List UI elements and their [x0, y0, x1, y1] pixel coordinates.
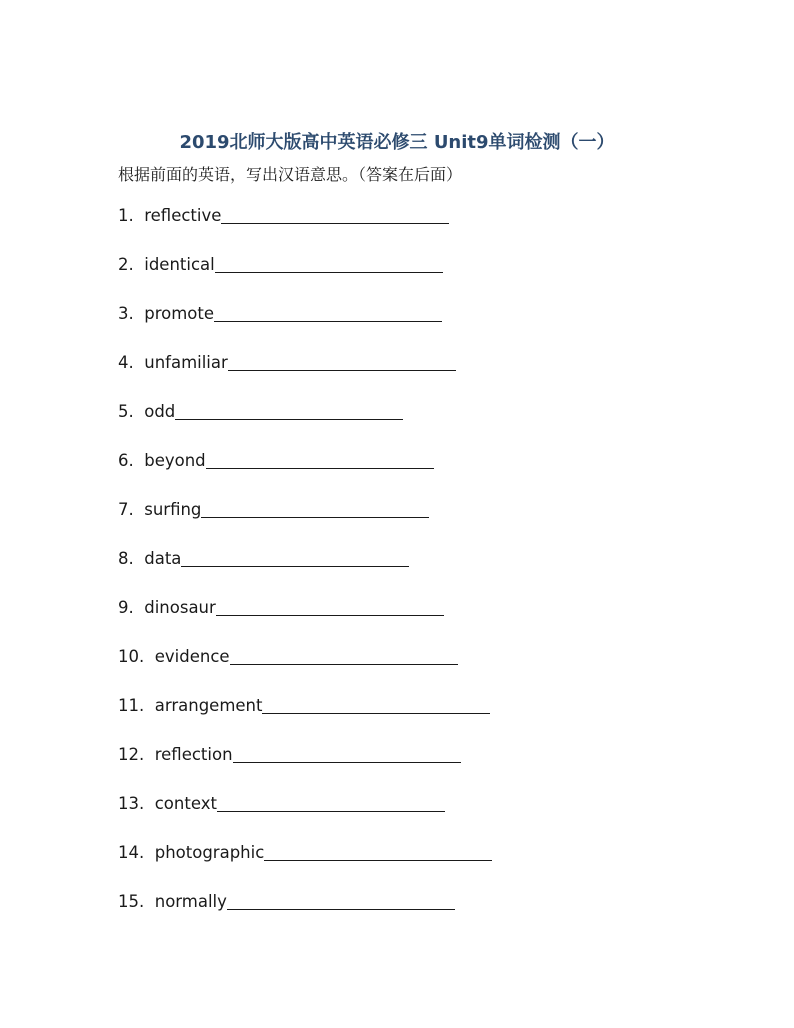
answer-blank[interactable]	[214, 301, 442, 322]
item-word: dinosaur	[144, 598, 216, 617]
answer-blank[interactable]	[262, 693, 490, 714]
answer-blank[interactable]	[264, 840, 492, 861]
item-number: 5.	[118, 402, 145, 421]
page-title: 2019北师大版高中英语必修三 Unit9单词检测（一）	[179, 132, 615, 153]
list-item	[118, 644, 678, 693]
list-item	[118, 399, 678, 448]
instruction-text: 根据前面的英语，写出汉语意思。（答案在后面）	[118, 165, 463, 184]
item-word: evidence	[154, 647, 230, 666]
list-item	[118, 840, 678, 889]
item-word: context	[154, 794, 217, 813]
item-number: 12.	[118, 745, 155, 764]
answer-blank[interactable]	[216, 595, 444, 616]
answer-blank[interactable]	[215, 252, 443, 273]
item-number: 4.	[118, 353, 145, 372]
item-word: promote	[144, 304, 215, 323]
item-word: surfing	[144, 500, 202, 519]
answer-blank[interactable]	[221, 203, 449, 224]
answer-blank[interactable]	[230, 644, 458, 665]
item-number: 7.	[118, 500, 145, 519]
answer-blank[interactable]	[217, 791, 445, 812]
item-word: unfamiliar	[144, 353, 228, 372]
item-number: 11.	[118, 696, 155, 715]
item-number: 13.	[118, 794, 155, 813]
answer-blank[interactable]	[175, 399, 403, 420]
item-number: 10.	[118, 647, 155, 666]
item-word: photographic	[154, 843, 265, 862]
item-word: beyond	[144, 451, 206, 470]
item-number: 2.	[118, 255, 145, 274]
list-item	[118, 301, 678, 350]
list-item	[118, 350, 678, 399]
item-number: 15.	[118, 892, 155, 911]
item-number: 9.	[118, 598, 145, 617]
list-item	[118, 693, 678, 742]
answer-blank[interactable]	[228, 350, 456, 371]
list-item	[118, 546, 678, 595]
list-item	[118, 791, 678, 840]
item-number: 14.	[118, 843, 155, 862]
answer-blank[interactable]	[206, 448, 434, 469]
item-word: normally	[154, 892, 227, 911]
item-word: reflective	[144, 206, 222, 225]
item-number: 3.	[118, 304, 145, 323]
item-word: data	[144, 549, 182, 568]
item-number: 1.	[118, 206, 145, 225]
list-item	[118, 203, 678, 252]
list-item	[118, 742, 678, 791]
list-item	[118, 497, 678, 546]
list-item	[118, 448, 678, 497]
answer-blank[interactable]	[181, 546, 409, 567]
item-word: identical	[144, 255, 215, 274]
list-item	[118, 889, 678, 938]
answer-blank[interactable]	[201, 497, 429, 518]
answer-blank[interactable]	[233, 742, 461, 763]
list-item	[118, 595, 678, 644]
answer-blank[interactable]	[227, 889, 455, 910]
item-word: reflection	[154, 745, 233, 764]
item-word: arrangement	[154, 696, 263, 715]
vocabulary-list	[118, 203, 678, 938]
item-number: 8.	[118, 549, 145, 568]
item-number: 6.	[118, 451, 145, 470]
item-word: odd	[144, 402, 176, 421]
list-item	[118, 252, 678, 301]
